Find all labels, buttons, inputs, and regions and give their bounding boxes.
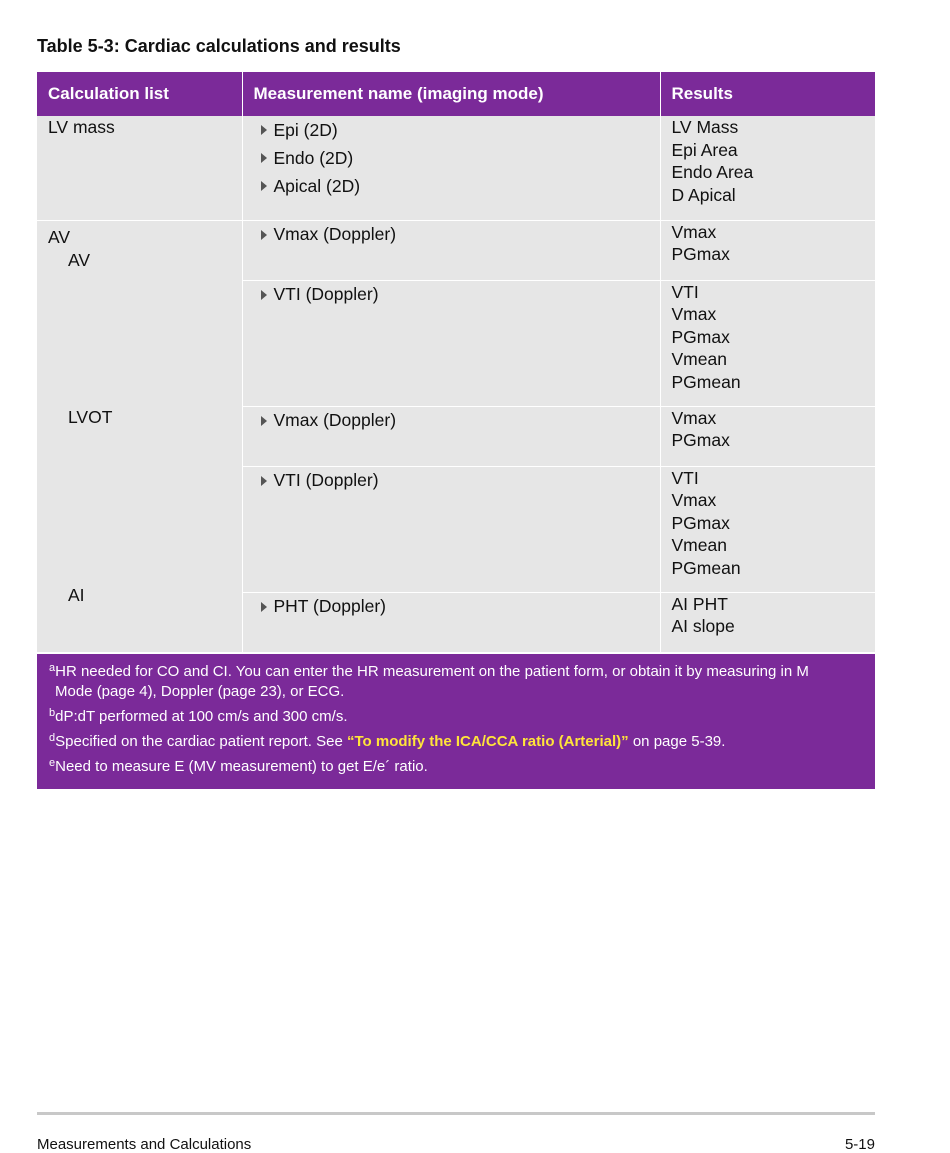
footnote-mark: b [49,707,56,719]
results-cell [660,592,875,652]
expand-triangle-icon [261,290,267,300]
table-row-lv-mass [37,116,875,220]
result-item: PGmax [671,244,730,264]
result-item: VTI [671,281,699,302]
result-item: AI PHT [671,593,728,614]
result-item: Vmax [671,490,717,510]
calc-lv-mass: LV mass [37,116,242,220]
calc-sub-lvot: LVOT [68,406,113,427]
results-cell [660,406,875,466]
calc-av: AV [48,226,71,247]
measurement-item[interactable]: Epi (2D) [254,116,649,144]
expand-triangle-icon [261,476,267,486]
table-caption: Table 5-3: Cardiac calculations and results [37,36,401,56]
measurement-item[interactable]: Vmax (Doppler) [254,407,649,435]
result-item: Vmax [671,407,717,428]
expand-triangle-icon [261,416,267,426]
footer-divider [37,1112,875,1115]
result-item: PGmax [671,512,730,533]
calc-sub-av: AV [68,249,91,270]
measurement-item[interactable]: Vmax (Doppler) [254,221,649,249]
result-item: D Apical [671,184,736,205]
measurement-item[interactable]: Endo (2D) [254,144,649,172]
measurement-item[interactable]: Apical (2D) [254,172,649,200]
measurement-cell [242,592,660,652]
expand-triangle-icon [261,602,267,612]
table-footnotes [37,654,875,789]
results-cell [660,220,875,280]
lv-mass-measurements [242,116,660,220]
result-item: PGmean [671,557,741,578]
expand-triangle-icon [261,153,267,163]
result-item: Epi Area [671,139,738,160]
cardiac-calculations-table [37,72,875,653]
results-cell [660,466,875,592]
footnote-a [49,662,859,702]
header-measurement: Measurement name (imaging mode) [242,72,660,116]
result-item: PGmean [671,371,741,392]
measurement-cell [242,280,660,406]
result-item: PGmax [671,326,730,347]
expand-triangle-icon [261,125,267,135]
header-calc-list: Calculation list [37,72,242,116]
footnote-text: HR needed for CO and CI. You can enter the HR measurement on the patient form, or obtain it by measuring in M [55,663,809,680]
result-item: Vmax [671,221,717,242]
result-item: PGmax [671,430,730,450]
footnote-mark: a [49,662,56,674]
footnote-text: dP:dT performed at 100 cm/s and 300 cm/s. [55,708,348,725]
lv-mass-results [660,116,875,220]
header-results: Results [660,72,875,116]
result-item: AI slope [671,616,735,636]
result-item: Vmean [671,535,727,555]
calc-sub-ai: AI [68,584,85,605]
calc-av-group [37,220,242,652]
result-item: LV Mass [671,117,739,137]
expand-triangle-icon [261,230,267,240]
measurement-cell [242,466,660,592]
cross-reference-link[interactable]: “To modify the ICA/CCA ratio (Arterial)” [346,733,629,750]
footnote-b [49,707,859,727]
measurement-cell [242,406,660,466]
footnote-text: Specified on the cardiac patient report. See [55,733,347,750]
results-cell [660,280,875,406]
table-header-row [37,72,875,116]
result-item: Endo Area [671,162,754,182]
footer-page-number: 5-19 [844,1136,875,1153]
footnote-mark: d [49,732,56,744]
footnote-text: Mode (page 4), Doppler (page 23), or ECG. [55,683,345,700]
footnote-text: on page 5-39. [628,733,726,750]
expand-triangle-icon [261,181,267,191]
footnote-text: Need to measure E (MV measurement) to get E/e´ ratio. [55,758,428,775]
measurement-item[interactable]: PHT (Doppler) [254,593,649,621]
result-item: Vmean [671,349,727,369]
measurement-cell [242,220,660,280]
result-item: VTI [671,467,699,488]
footnote-mark: e [49,757,56,769]
result-item: Vmax [671,304,717,324]
measurement-item[interactable]: VTI (Doppler) [254,281,649,309]
footer-section-title: Measurements and Calculations [37,1136,252,1153]
footnote-e [49,757,859,777]
table-row-av-vmax [37,220,875,280]
measurement-item[interactable]: VTI (Doppler) [254,467,649,495]
footnote-d [49,732,859,752]
